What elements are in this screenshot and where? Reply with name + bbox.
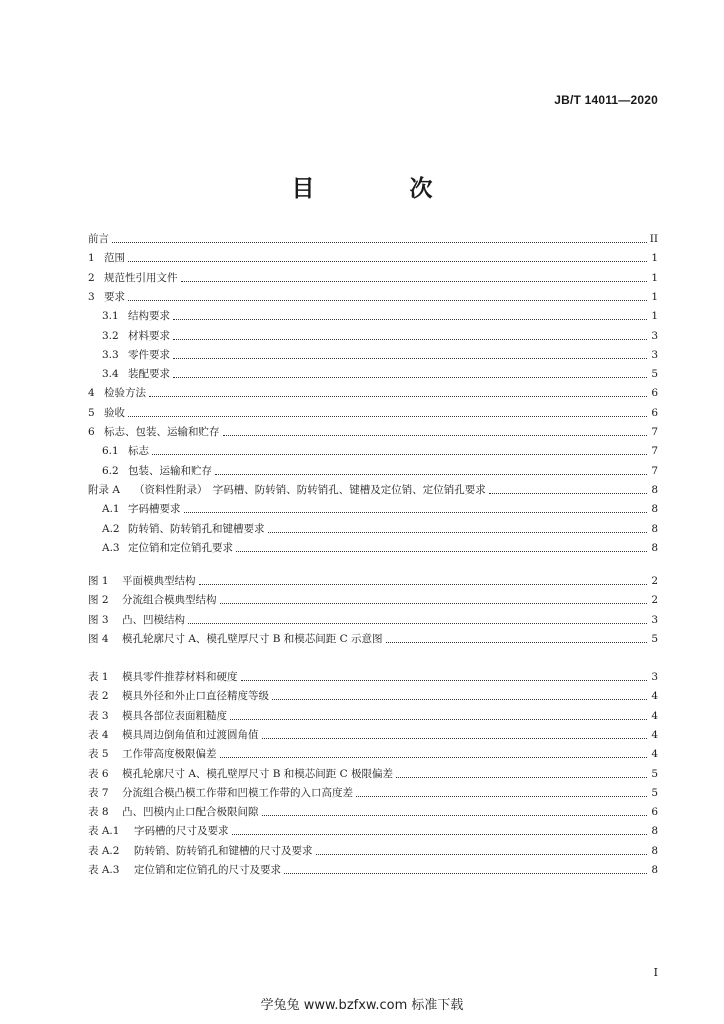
entry-page-number: 1 [651, 252, 658, 265]
entry-number: 图 3 [88, 613, 109, 626]
dot-leader [386, 641, 647, 643]
dot-leader [262, 737, 648, 739]
dot-leader [199, 583, 648, 585]
entry-title: 标志、包装、运输和贮存 [104, 426, 220, 438]
entry-title: 结构要求 [128, 310, 170, 323]
entry-title: 模具外径和外止口直径精度等级 [122, 690, 269, 703]
entry-number: 表 5 [88, 748, 109, 761]
entry-number: 表 8 [88, 806, 109, 819]
entry-page-number: 4 [651, 748, 658, 761]
dot-leader [230, 718, 647, 720]
page-number: I [653, 966, 658, 979]
entry-number: 6.1 [102, 445, 119, 458]
entry-page-number: 1 [651, 310, 658, 323]
entry-page-number: 5 [651, 767, 658, 780]
entry-page-number: 4 [651, 709, 658, 722]
dot-leader [268, 531, 648, 533]
figure-entry [88, 572, 658, 588]
figure-entry [88, 630, 658, 646]
entry-page-number: 5 [651, 368, 658, 381]
table-entry [88, 842, 658, 858]
entry-number: 表 4 [88, 728, 109, 741]
entry-number: 3 [88, 290, 95, 303]
entry-title: 工作带高度极限偏差 [122, 748, 217, 761]
entry-title: 字码槽要求 [128, 503, 181, 516]
table-entry [88, 784, 658, 800]
entry-number: 4 [88, 387, 95, 400]
toc-entry [102, 307, 658, 323]
entry-number: 表 3 [88, 709, 109, 722]
figure-entry [88, 611, 658, 627]
dot-leader [232, 833, 648, 835]
entry-page-number: 7 [651, 445, 658, 458]
dot-leader [215, 473, 647, 475]
toc-entry [102, 346, 658, 362]
entry-page-number: 3 [651, 329, 658, 342]
entry-number: 表 A.3 [88, 864, 120, 876]
entry-number: 表 7 [88, 786, 109, 799]
standard-number: JB/T 14011—2020 [554, 93, 658, 107]
entry-page-number: 6 [651, 387, 658, 400]
dot-leader [262, 814, 648, 816]
entry-number: 6 [88, 426, 95, 438]
entry-number: 表 6 [88, 767, 109, 780]
entry-page-number: 4 [651, 728, 658, 741]
page-title: 目 次 [291, 176, 469, 202]
dot-leader [112, 241, 647, 243]
entry-title: 模孔轮廓尺寸 A、模孔壁厚尺寸 B 和模芯间距 C 示意图 [122, 632, 383, 645]
entry-number: A.2 [102, 522, 120, 535]
entry-number: 3.2 [102, 329, 119, 342]
entry-page-number: 8 [651, 825, 658, 838]
entry-number: A.1 [102, 503, 120, 516]
entry-page-number: 7 [651, 464, 658, 477]
entry-title: 模孔轮廓尺寸 A、模孔壁厚尺寸 B 和模芯间距 C 极限偏差 [122, 767, 394, 780]
table-entry [88, 803, 658, 819]
dot-leader [396, 776, 647, 778]
toc-entry [88, 384, 658, 400]
entry-number: 附录 A [88, 483, 120, 496]
entry-number: 表 2 [88, 690, 109, 703]
entry-title: 字码槽的尺寸及要求 [134, 825, 229, 838]
entry-page-number: 3 [651, 613, 658, 626]
entry-title: （资料性附录） 字码槽、防转销、防转销孔、键槽及定位销、定位销孔要求 [134, 483, 486, 496]
dot-leader [184, 511, 648, 513]
dot-leader [128, 299, 647, 301]
table-entry [88, 822, 658, 838]
dot-leader [223, 434, 648, 436]
table-entry [88, 707, 658, 723]
dot-leader [220, 756, 648, 758]
dot-leader [152, 453, 647, 455]
toc-entry [102, 442, 658, 458]
table-entry [88, 765, 658, 781]
dot-leader [316, 853, 648, 855]
entry-title: 凸、凹模内止口配合极限间隙 [122, 806, 259, 819]
toc-entry [102, 539, 658, 555]
entry-title: 模具各部位表面粗糙度 [122, 709, 227, 722]
entry-number: 图 1 [88, 575, 109, 587]
toc-entry [88, 269, 658, 285]
entry-title: 定位销和定位销孔要求 [128, 541, 233, 554]
dot-leader [188, 622, 647, 624]
toc-entry [88, 423, 658, 439]
entry-title: 定位销和定位销孔的尺寸及要求 [134, 864, 281, 876]
dot-leader [236, 550, 647, 552]
entry-number: 表 1 [88, 671, 109, 683]
entry-page-number: 1 [651, 271, 658, 284]
entry-number: 图 4 [88, 632, 109, 645]
entry-number: 5 [88, 406, 95, 419]
toc-entry [88, 288, 658, 304]
figure-entry [88, 591, 658, 607]
entry-title: 防转销、防转销孔和键槽要求 [128, 522, 265, 535]
toc-entry [102, 520, 658, 536]
entry-title: 验收 [104, 406, 125, 419]
entry-page-number: 4 [651, 690, 658, 703]
table-entry [88, 687, 658, 703]
dot-leader [128, 260, 647, 262]
entry-page-number: 6 [651, 406, 658, 419]
entry-title: 分流组合模典型结构 [122, 594, 217, 607]
table-entry [88, 745, 658, 761]
entry-number: 3.4 [102, 368, 119, 381]
table-entry [88, 726, 658, 742]
entry-page-number: 6 [651, 806, 658, 819]
toc-entry [102, 500, 658, 516]
entry-number: 2 [88, 271, 95, 284]
watermark-text: 学兔兔 www.bzfxw.com 标准下载 [260, 998, 464, 1013]
entry-page-number: 3 [651, 348, 658, 361]
dot-leader [173, 357, 647, 359]
entry-page-number: 8 [651, 483, 658, 496]
entry-title: 平面模典型结构 [122, 575, 196, 587]
entry-number: 图 2 [88, 594, 109, 607]
dot-leader [272, 698, 647, 700]
entry-title: 标志 [128, 445, 149, 458]
dot-leader [241, 679, 648, 681]
entry-number: 3.3 [102, 348, 119, 361]
entry-title: 包装、运输和贮存 [128, 464, 212, 477]
toc-entry [102, 462, 658, 478]
toc-entry [88, 249, 658, 265]
entry-page-number: 3 [651, 671, 658, 683]
table-entry [88, 668, 658, 684]
entry-page-number: 8 [651, 503, 658, 516]
entry-page-number: 8 [651, 541, 658, 554]
entry-page-number: II [649, 233, 658, 245]
entry-title: 零件要求 [128, 348, 170, 361]
entry-page-number: 8 [651, 522, 658, 535]
entry-number: A.3 [102, 541, 120, 554]
dot-leader [149, 395, 647, 397]
dot-leader [181, 280, 648, 282]
entry-page-number: 1 [651, 290, 658, 303]
entry-title: 凸、凹模结构 [122, 613, 185, 626]
entry-title: 防转销、防转销孔和键槽的尺寸及要求 [134, 844, 313, 857]
dot-leader [128, 415, 647, 417]
entry-title: 范围 [104, 252, 125, 265]
dot-leader [220, 602, 648, 604]
dot-leader [284, 872, 647, 874]
dot-leader [489, 492, 647, 494]
entry-number: 6.2 [102, 464, 119, 477]
entry-title: 材料要求 [128, 329, 170, 342]
entry-number: 表 A.1 [88, 825, 120, 838]
entry-title: 检验方法 [104, 387, 146, 400]
toc-entry [88, 230, 658, 246]
entry-number: 表 A.2 [88, 844, 120, 857]
entry-page-number: 5 [651, 786, 658, 799]
dot-leader [173, 376, 647, 378]
dot-leader [356, 795, 647, 797]
entry-title: 前言 [88, 233, 109, 245]
dot-leader [173, 338, 647, 340]
entry-number: 1 [88, 252, 95, 265]
dot-leader [173, 318, 647, 320]
entry-title: 装配要求 [128, 368, 170, 381]
entry-title: 模具周边倒角值和过渡圆角值 [122, 728, 259, 741]
entry-page-number: 8 [651, 864, 658, 876]
toc-entry [102, 327, 658, 343]
entry-page-number: 2 [651, 594, 658, 607]
entry-title: 规范性引用文件 [104, 271, 178, 284]
entry-page-number: 7 [651, 426, 658, 438]
entry-title: 模具零件推荐材料和硬度 [122, 671, 238, 683]
table-entry [88, 861, 658, 877]
toc-entry [102, 365, 658, 381]
entry-page-number: 5 [651, 632, 658, 645]
entry-page-number: 8 [651, 844, 658, 857]
entry-title: 分流组合模凸模工作带和凹模工作带的入口高度差 [122, 786, 353, 799]
toc-entry [88, 481, 658, 497]
entry-page-number: 2 [651, 575, 658, 587]
toc-entry [88, 404, 658, 420]
entry-title: 要求 [104, 290, 125, 303]
entry-number: 3.1 [102, 310, 119, 323]
